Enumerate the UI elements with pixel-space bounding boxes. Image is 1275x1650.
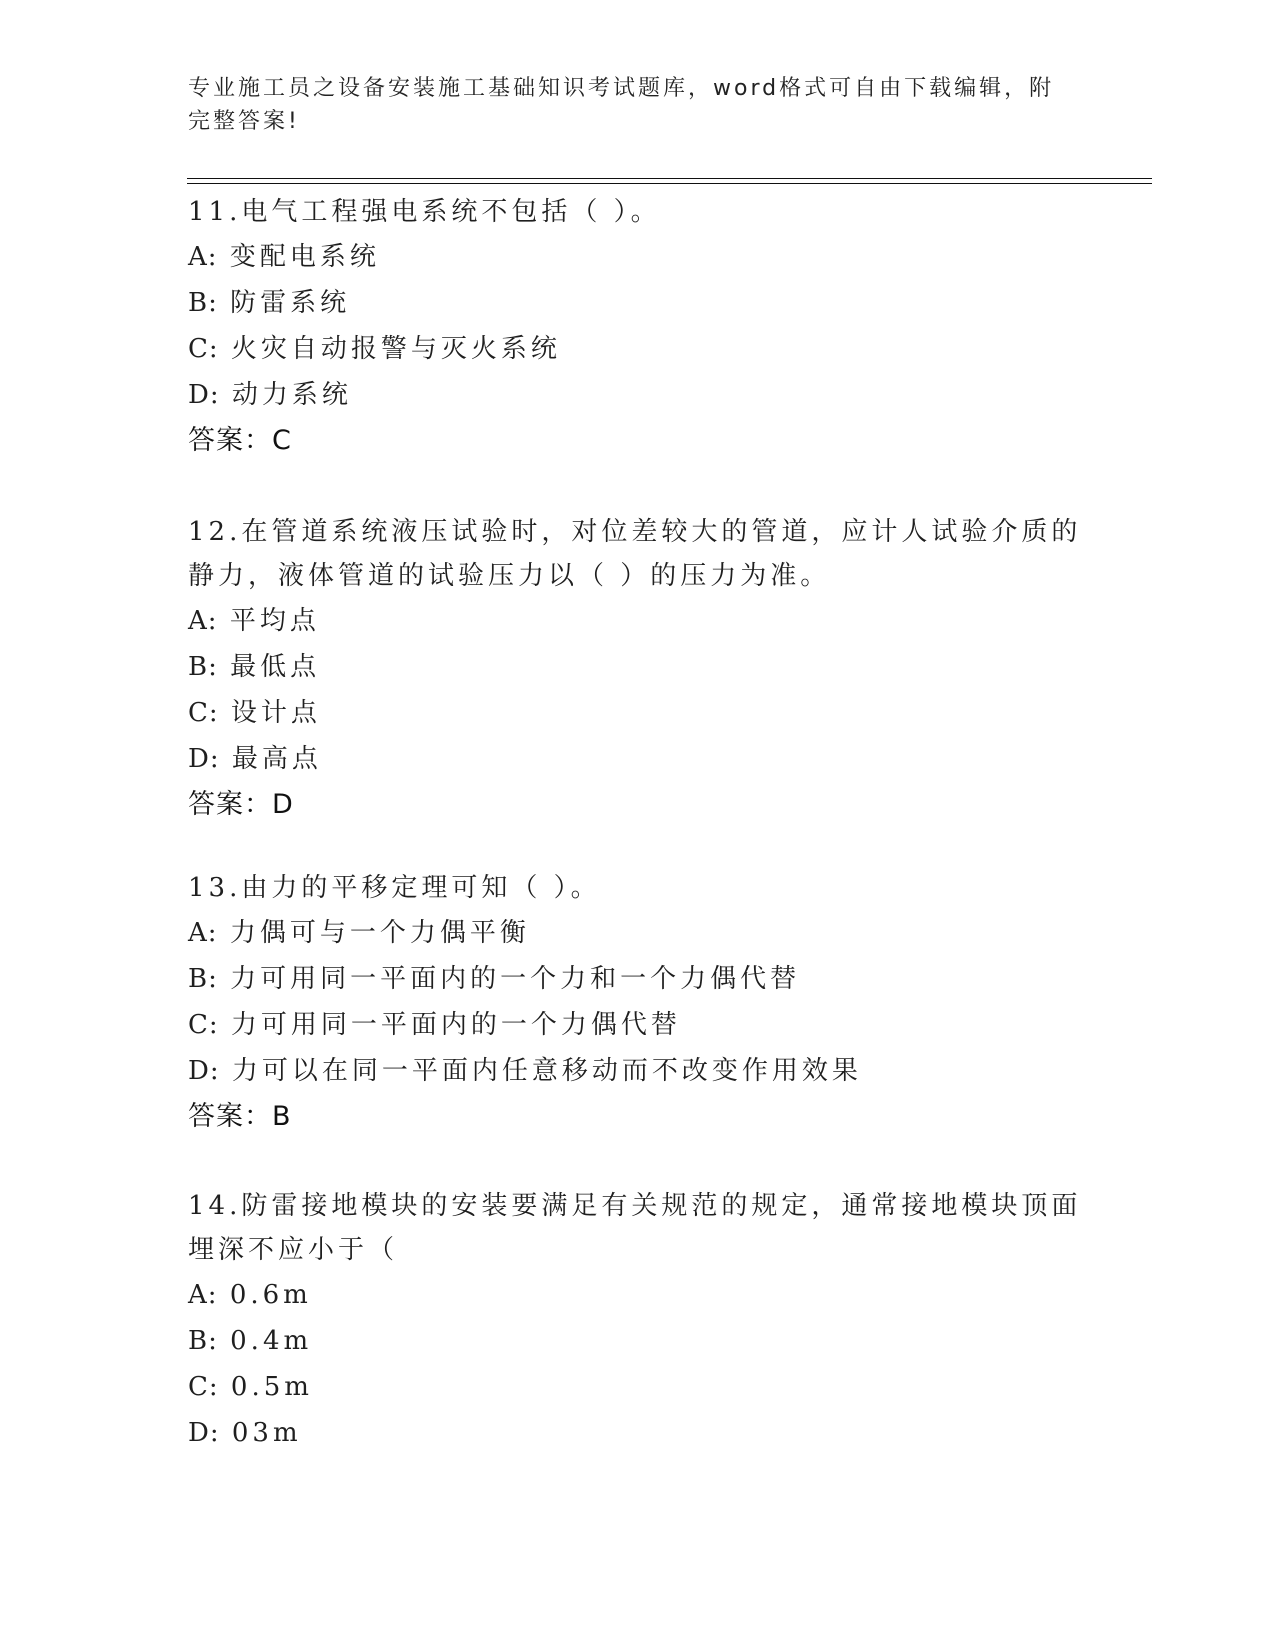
option-text: 0.4m	[230, 1326, 313, 1356]
option-text: 力偶可与一个力偶平衡	[229, 918, 530, 948]
option-text: 变配电系统	[229, 242, 380, 272]
option-a	[188, 910, 1088, 956]
option-text: 0.5m	[230, 1372, 313, 1402]
option-a	[188, 234, 1088, 280]
option-text: 设计点	[230, 698, 321, 728]
question-13	[188, 866, 1088, 1140]
question-14	[188, 1184, 1088, 1456]
option-c	[188, 326, 1088, 372]
option-b	[188, 1318, 1088, 1364]
option-text: 03m	[231, 1418, 302, 1448]
option-c	[188, 1364, 1088, 1410]
option-text: 平均点	[229, 606, 320, 636]
option-a	[188, 1272, 1088, 1318]
option-text: 力可用同一平面内的一个力偶代替	[230, 1010, 681, 1040]
option-b	[188, 280, 1088, 326]
option-tag: D:	[188, 380, 220, 410]
answer-label: 答案：	[188, 789, 272, 820]
answer-line	[188, 418, 1088, 464]
option-tag: D:	[188, 1056, 220, 1086]
option-tag: D:	[188, 1418, 220, 1448]
question-stem: 11.电气工程强电系统不包括（ ）。	[188, 197, 661, 227]
option-text: 防雷系统	[230, 288, 351, 318]
option-text: 动力系统	[231, 380, 352, 410]
option-c	[188, 1002, 1088, 1048]
question-11	[188, 190, 1088, 464]
answer-label: 答案：	[188, 1101, 272, 1132]
question-stem: 14.防雷接地模块的安装要满足有关规范的规定，通常接地模块顶面埋深不应小于（	[188, 1191, 1082, 1265]
option-text: 最低点	[230, 652, 321, 682]
option-d	[188, 1048, 1088, 1094]
header-divider-top	[187, 178, 1152, 179]
header-divider-bottom	[187, 183, 1152, 184]
option-tag: A:	[188, 606, 218, 636]
answer-value: B	[272, 1101, 292, 1132]
option-tag: C:	[188, 1010, 219, 1040]
option-tag: D:	[188, 744, 220, 774]
option-text: 最高点	[231, 744, 322, 774]
option-a	[188, 598, 1088, 644]
option-tag: C:	[188, 698, 219, 728]
question-12	[188, 510, 1088, 828]
option-d	[188, 736, 1088, 782]
question-stem: 13.由力的平移定理可知（ ）。	[188, 873, 601, 903]
answer-line	[188, 782, 1088, 828]
answer-value: D	[272, 789, 294, 820]
answer-value: C	[272, 425, 292, 456]
option-text: 力可用同一平面内的一个力和一个力偶代替	[230, 964, 801, 994]
option-tag: B:	[188, 1326, 218, 1356]
option-tag: B:	[188, 964, 218, 994]
option-b	[188, 956, 1088, 1002]
option-tag: A:	[188, 1280, 218, 1310]
option-text: 火灾自动报警与灭火系统	[230, 334, 561, 364]
document-header: 专业施工员之设备安装施工基础知识考试题库，word格式可自由下载编辑，附完整答案!	[188, 76, 1055, 134]
option-d	[188, 372, 1088, 418]
option-tag: C:	[188, 1372, 219, 1402]
option-text: 力可以在同一平面内任意移动而不改变作用效果	[231, 1056, 862, 1086]
option-tag: A:	[188, 242, 218, 272]
answer-label: 答案：	[188, 425, 272, 456]
option-tag: B:	[188, 652, 218, 682]
option-tag: C:	[188, 334, 219, 364]
question-stem: 12.在管道系统液压试验时，对位差较大的管道，应计人试验介质的静力，液体管道的试验压力以（ ）的压力为准。	[188, 517, 1082, 591]
option-d	[188, 1410, 1088, 1456]
option-c	[188, 690, 1088, 736]
option-b	[188, 644, 1088, 690]
answer-line	[188, 1094, 1088, 1140]
option-tag: B:	[188, 288, 218, 318]
option-tag: A:	[188, 918, 218, 948]
option-text: 0.6m	[229, 1280, 312, 1310]
